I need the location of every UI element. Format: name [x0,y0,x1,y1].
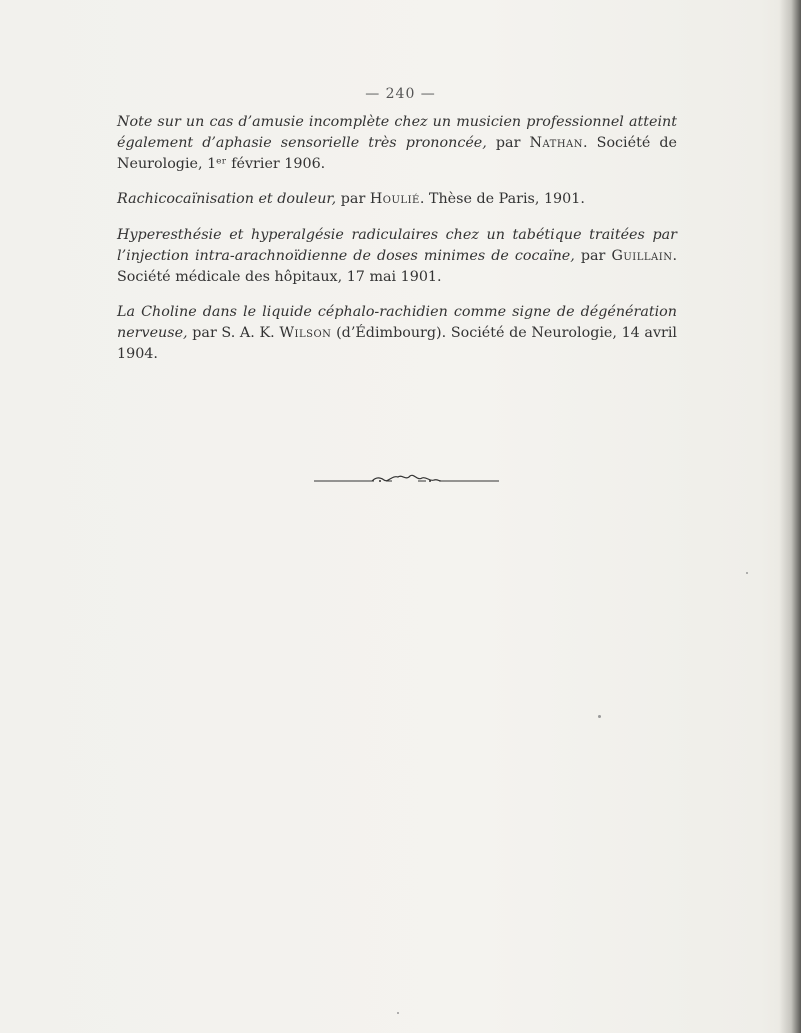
bibliography-entry [117,302,677,365]
paper-speck [746,572,748,574]
entry-details: (d’Édimbourg). Société de Neurologie, 14 avril 1904. [117,324,678,362]
bibliography-entry [117,225,677,288]
decorative-rule-icon [314,472,499,486]
entry-by: par [340,191,366,208]
entry-author: Wilson [279,324,332,341]
entry-title: Hyperesthésie et hyperalgésie radiculaires chez un tabétique traitées par l’injection intra-arachnoïdienne de doses minimes de cocaïne, [117,226,677,264]
bibliography-list [117,112,677,379]
entry-title: La Choline dans le liquide céphalo-rachidien comme signe de dégénération nerveuse, [117,303,677,341]
bibliography-entry [117,189,677,210]
bibliography-entry [117,112,677,175]
entry-title: Rachicocaïnisation et douleur, [117,191,337,208]
entry-by: par S. A. K. [192,324,275,341]
entry-by: par [495,135,521,151]
entry-author: Nathan [529,135,584,151]
entry-author: Guillain [611,247,673,264]
entry-by: par [580,247,606,264]
paper-speck [598,715,601,718]
entry-author: Houlié [369,191,420,208]
paper-speck [397,1012,399,1014]
entry-title: Note sur un cas d’amusie incomplète chez un musicien professionnel atteint également d’aphasie sensorielle très prononcée, [117,114,677,151]
page-edge-shadow [779,0,801,1033]
entry-details: . Thèse de Paris, 1901. [419,191,585,208]
page-number: — 240 — [365,86,436,102]
entry-details: . Société de Neurologie, 1ᵉʳ février 1906. [117,135,677,172]
entry-details: . Société médicale des hôpitaux, 17 mai 1901. [117,247,678,285]
